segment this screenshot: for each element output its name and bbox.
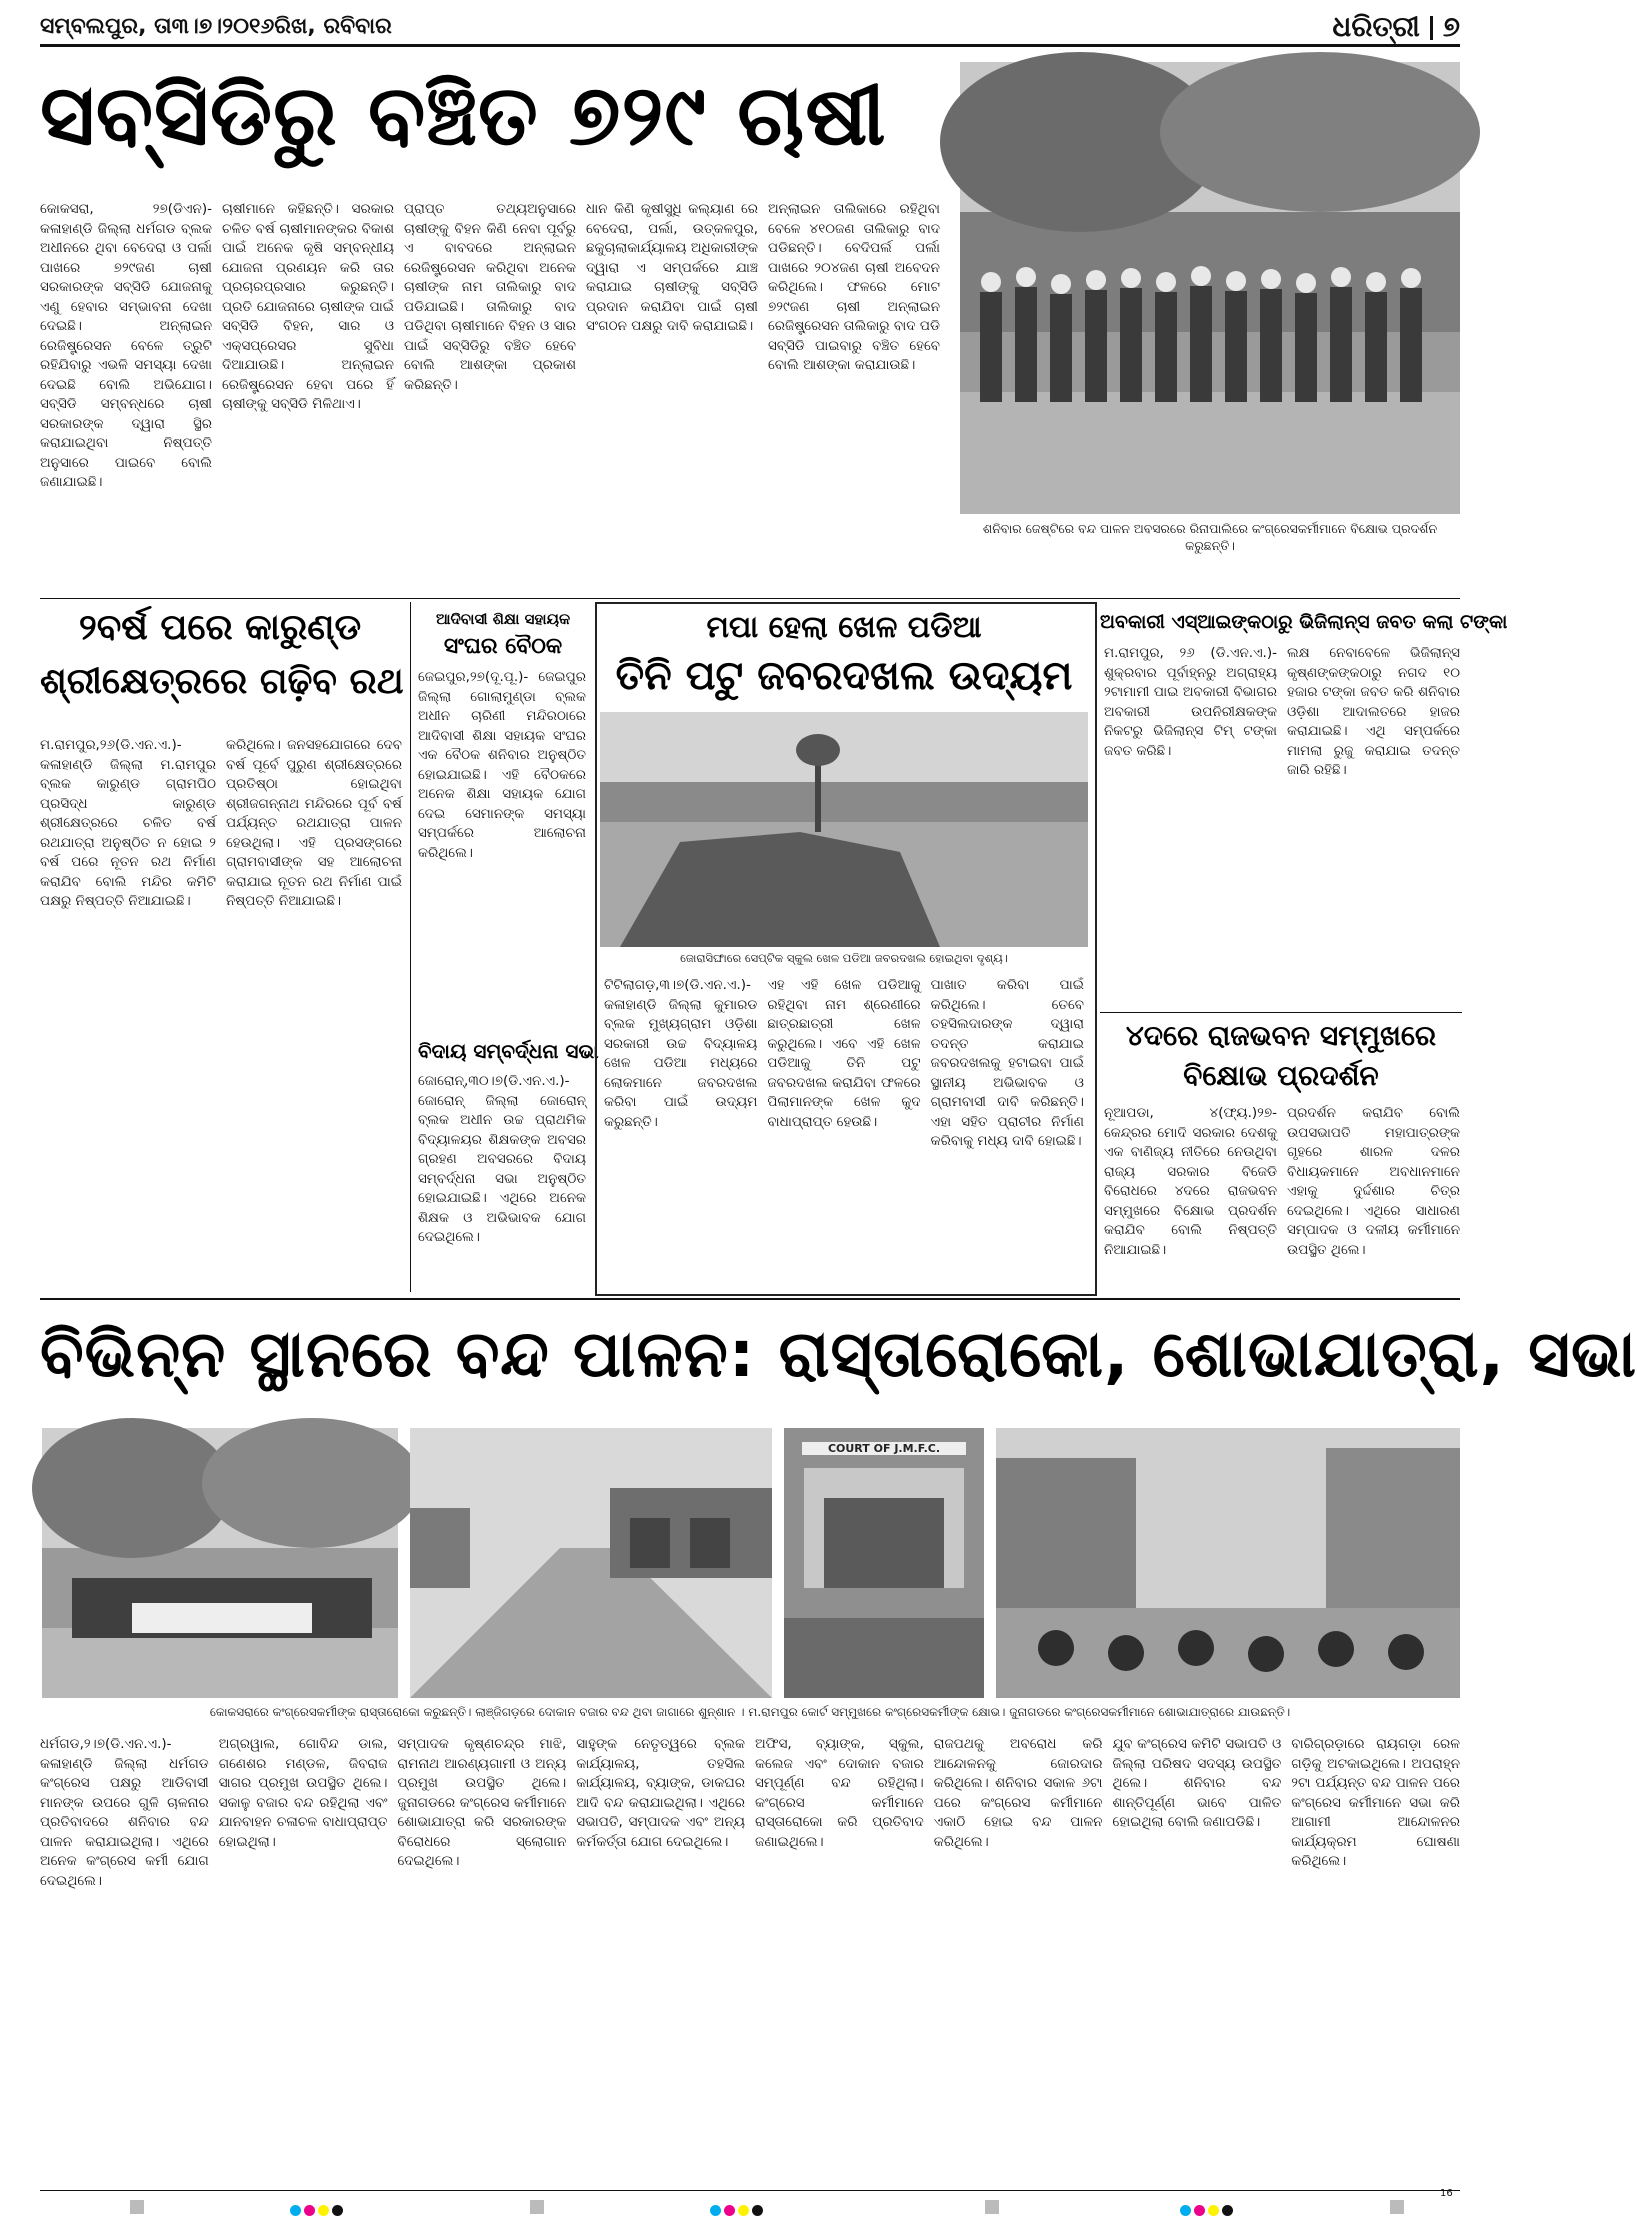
lead-headline: ସବ୍‌ସିଡିରୁ ବଞ୍ଚିତ ୭୨୯ ଚାଷୀ [40, 66, 887, 164]
farewell-body: ଜୋରୋନ୍,୩୦।୭(ଡି.ଏନ.ଏ.)- ଜୋରୋନ୍ ଜିଲ୍ଲା ଜୋରୋନ୍ ବ୍ଲକ ଅଧୀନ ଉଚ୍ଚ ପ୍ରାଥମିକ ବିଦ୍ୟାଳୟର ଶିକ୍ଷକଙ୍କ ଅବସର ଗ୍ରହଣ ଅବସରରେ ବିଦାୟ ସମ୍ବର୍ଦ୍ଧନା ସଭା ଅନୁଷ୍ଠିତ ହୋଇଯାଇଛି। ଏଥିରେ ଅନେକ ଶିକ୍ଷକ ଓ ଅଭିଭାବକ ଯୋଗ ଦେଇଥିଲେ। [418, 1073, 586, 1245]
playground-headline: ତିନି ପଟୁ ଜବରଦଖଲ ଉଦ୍ୟମ [615, 653, 1073, 699]
band-photo-4 [996, 1428, 1460, 1698]
teacher-headline: ସଂଘର ବୈଠକ [443, 634, 563, 659]
dateline: ସମ୍ବଲପୁର, ତା୩।୭।୨୦୧୬ରିଖ, ରବିବାର [40, 14, 392, 39]
farewell-headline: ବିଦାୟ ସମ୍ବର୍ଦ୍ଧନା ସଭା [418, 1039, 599, 1063]
divider-3 [1100, 1012, 1462, 1013]
band-col-7: ଯୁବ କଂଗ୍ରେସ କମିଟି ସଭାପତି ଓ ଜିଲ୍ଲା ପରିଷଦ ସଦସ୍ୟ ଉପସ୍ଥିତ ଥିଲେ। ଶନିବାର ବନ୍ଦ ଶାନ୍ତିପୂର୍ଣ୍ଣ ଭାବେ ପାଳିତ ହୋଇଥିଲା ବୋଲି ଜଣାପଡିଛି। [1112, 1736, 1282, 1830]
teacher-kicker: ଆଦିବାସୀ ଶିକ୍ଷା ସହାୟକ [435, 610, 571, 628]
band-col-6: ରାଜପଥକୁ ଅବରୋଧ କରି ଆନ୍ଦୋଳନକୁ ଜୋରଦାର କରିଥିଲେ। ଶନିବାର ସକାଳ ୬ଟା ପରେ କଂଗ୍ରେସ କର୍ମୀମାନେ ଏକାଠି ହୋଇ ବନ୍ଦ ପାଳନ କରିଥିଲେ। [933, 1736, 1103, 1850]
masthead [40, 10, 1460, 47]
band-photo-1-illustration [42, 1428, 398, 1698]
band-body [40, 1735, 1460, 2187]
teacher-body: ଜେଇପୁର,୨୭(ଦୂ.ପୂ.)- ଜେଇପୁର ଜିଲ୍ଲା ଗୋଲାମୁଣ୍ଡା ବ୍ଲକ ଅଧୀନ ଚାରିଣୀ ମନ୍ଦିରଠାରେ ଆଦିବାସୀ ଶିକ୍ଷା ସହାୟକ ସଂଘର ଏକ ବୈଠକ ଶନିବାର ଅନୁଷ୍ଠିତ ହୋଇଯାଇଛି। ଏହି ବୈଠକରେ ଅନେକ ଶିକ୍ଷା ସହାୟକ ଯୋଗ ଦେଇ ସେମାନଙ୍କ ସମସ୍ୟା ସମ୍ପର୍କରେ ଆଲୋଚନା କରିଥିଲେ। [418, 669, 586, 861]
lead-col-2: ଚାଷୀମାନେ କହିଛନ୍ତି। ସରକାର ଚଳିତ ବର୍ଷ ଚାଷୀମାନଙ୍କର ବିକାଶ ପାଇଁ ଅନେକ କୃଷି ସମ୍ବନ୍ଧୀୟ ଯୋଜନା ପ୍ରଣୟନ କରି ତାର ପ୍ରଚାରପ୍ରସାର କରୁଛନ୍ତି। ପ୍ରତି ଯୋଜନାରେ ଚାଷୀଙ୍କ ପାଇଁ ସବ୍‌ସିଡି ବିହନ, ସାର ଓ ଏକ୍ସପ୍ରେସର ସୁବିଧା ଦିଆଯାଉଛି। ଅନ୍‌ଲାଇନ ରେଜିଷ୍ଟ୍ରେସନ ହେବା ପରେ ହିଁ ଚାଷୀଙ୍କୁ ସବ୍‌ସିଡି ମିଳିଥାଏ। [222, 201, 394, 412]
grey-patch-1 [130, 2200, 144, 2214]
playground-col-2: ଏହ ଏହି ଖେଳ ପଡିଆକୁ ରହିଥିବା ନାମ ଶ୍ରେଣୀରେ ଛାତ୍ରଛାତ୍ରୀ ଖେଳ କରୁଥିଲେ। ଏବେ ଏହି ଖେଳ ପଡିଆକୁ ତିନି ପଟୁ ଜବରଦଖଲ କରାଯିବା ଫଳରେ ପିଲାମାନଙ୍କ ଖେଳ କୁଦ ବାଧାପ୍ରାପ୍ତ ହେଉଛି। [767, 977, 921, 1130]
protest-col-1: ନୂଆପଡା, ୪(ଫ୍ୟ.)୨୭- କେନ୍ଦ୍ରର ମୋଦି ସରକାର ଦେଶକୁ ଏକ ବାଣିଜ୍ୟ ନୀତିରେ ନେଉଥିବା ରାଜ୍ୟ ସରକାର ବିଜେଡି ବିରୋଧରେ ୪ଦରେ ରାଜଭବନ ସମ୍ମୁଖରେ ବିକ୍ଷୋଭ ପ୍ରଦର୍ଶନ କରାଯିବ ବୋଲି ନିଷ୍ପତ୍ତି ନିଆଯାଇଛି। [1104, 1105, 1277, 1258]
playground-photo-illustration [600, 712, 1088, 947]
grey-patch-2 [530, 2200, 544, 2214]
rath-body [40, 736, 402, 1296]
playground-photo-caption: ଜୋରାସିଙ୍ଘାରେ ସେପ୍ଟିକ ସ୍କୁଲ ଖେଳ ପଡିଆ ଜବରଦଖଲ ହୋଇଥିବା ଦୃଶ୍ୟ। [680, 951, 1008, 965]
protest-body [1104, 1104, 1460, 1292]
band-headline: ବିଭିନ୍ନ ସ୍ଥାନରେ ବନ୍ଦ ପାଳନ: ରାସ୍ତାରୋକୋ, ଶୋଭାଯାତ୍ରା, ସଭା [40, 1318, 1637, 1392]
paper-name: ଧରିତ୍ରୀ [1332, 10, 1420, 43]
band-col-2: ଅଗ୍ରୱାଲ, ଗୋବିନ୍ଦ ଡାଲ, ଗଣେଶର ମଣ୍ଡଳ, ଜିବରାଜ ସାଗର ପ୍ରମୁଖ ଉପସ୍ଥିତ ଥିଲେ। ସକାଳୁ ବଜାର ବନ୍ଦ ରହିଥିଲା ଏବଂ ଯାନବାହନ ଚଳାଚଳ ବାଧାପ୍ରାପ୍ତ ହୋଇଥିଲା। [218, 1736, 388, 1850]
masthead-right [1332, 10, 1460, 44]
court-sign: COURT OF J.M.F.C. [802, 1442, 966, 1455]
folio-number: 16 [1440, 2188, 1453, 2199]
color-dots-3 [1180, 2201, 1236, 2220]
rath-col-1: ମ.ରାମପୁର,୨୬(ଡି.ଏନ.ଏ.)- କଳାହାଣ୍ଡି ଜିଲ୍ଲା ମ.ରାମପୁର ବ୍ଲକ କାରୁଣ୍ଡ ଗ୍ରାମପିଠ ପ୍ରସିଦ୍ଧ କାରୁଣ୍ଡ ଶ୍ରୀକ୍ଷେତ୍ରରେ ଚଳିତ ବର୍ଷ ରଥଯାତ୍ରା ଅନୁଷ୍ଠିତ ନ ହୋଇ ୨ ବର୍ଷ ପରେ ନୂତନ ରଥ ନିର୍ମାଣ କରାଯିବ ବୋଲି ମନ୍ଦିର କମିଟି ପକ୍ଷରୁ ନିଷ୍ପତ୍ତି ନିଆଯାଇଛି। [40, 737, 216, 909]
lead-col-5: ଅନ୍‌ଲାଇନ ତାଲିକାରେ ରହିଥିବା ବେଳେ ୪୧୦ଜଣ ତାଲିକାରୁ ବାଦ ପଡିଛନ୍ତି। ବେଦିପର୍ଲ ପର୍ଲା ପାଖରେ ୨୦୪ଜଣ ଚାଷୀ ଅବେଦନ କରିଥିଲେ। ଫଳରେ ମୋଟ ୭୨୯ଜଣ ଚାଷୀ ଅନ୍‌ଲାଇନ ରେଜିଷ୍ଟ୍ରେସନ ତାଲିକାରୁ ବାଦ ପଡି ସବ୍‌ସିଡି ପାଇବାରୁ ବଞ୍ଚିତ ହେବେ ବୋଲି ଆଶଙ୍କା କରାଯାଉଛି। [768, 201, 940, 373]
divider-1 [40, 598, 1460, 599]
divider-2 [410, 602, 411, 1292]
lead-col-4: ଧାନ କିଣି କୃଷୀସୁଧି କଲ୍ୟାଣ ରେ ବେଦେରା, ପର୍ଲା, ଉତ୍କଳପୁର, ଛକୁଚାଲାକାର୍ଯ୍ୟାଳୟ ଅଧିକାରୀଙ୍କ ଦ୍ୱାରା ଏ ସମ୍ପର୍କରେ ଯାଞ୍ଚ କରାଯାଇ ଚାଷୀଙ୍କୁ ସବ୍‌ସିଡି ପ୍ରଦାନ କରାଯିବା ପାଇଁ ଚାଷୀ ସଂଗଠନ ପକ୍ଷରୁ ଦାବି କରାଯାଇଛି। [586, 201, 758, 334]
band-photo-3-illustration [784, 1428, 984, 1698]
band-col-8: ବାରିଗ୍ରଡ଼ାରେ ରାୟଗଡ଼ା ରେଳ ଗଡ଼ିକୁ ଅଟକାଇଥିଲେ। ଅପରାହ୍ନ ୨ଟା ପର୍ଯ୍ୟନ୍ତ ବନ୍ଦ ପାଳନ ପରେ କଂଗ୍ରେସ କର୍ମୀମାନେ ସଭା କରି ଆଗାମୀ ଆନ୍ଦୋଳନର କାର୍ଯ୍ୟକ୍ରମ ଘୋଷଣା କରିଥିଲେ। [1291, 1736, 1460, 1869]
lead-col-3: ପ୍ରାପ୍ତ ତଥ୍ୟଅନୁସାରେ ଚାଷୀଙ୍କୁ ବିହନ କିଣି ନେବା ପୂର୍ବରୁ ଏ ବାବଦରେ ଅନ୍‌ଲାଇନ ରେଜିଷ୍ଟ୍ରେସନ କରିଥିବା ଅନେକ ଚାଷୀଙ୍କ ନାମ ତାଲିକାରୁ ବାଦ ପଡିଯାଇଛି। ତାଲିକାରୁ ବାଦ ପଡିଥିବା ଚାଷୀମାନେ ବିହନ ଓ ସାର ପାଇଁ ସବ୍‌ସିଡିରୁ ବଞ୍ଚିତ ହେବେ ବୋଲି ଆଶଙ୍କା ପ୍ରକାଶ କରିଛନ୍ତି। [404, 201, 576, 393]
registration-marks [0, 2188, 1500, 2216]
grey-patch-4 [1390, 2200, 1404, 2214]
band-col-3: ସମ୍ପାଦକ କୃଷ୍ଣଚନ୍ଦ୍ର ମାଝି, ରାମନାଥ ଆରଣ୍ୟଗାମୀ ଓ ଅନ୍ୟ ପ୍ରମୁଖ ଉପସ୍ଥିତ ଥିଲେ। ଜୁନାଗଡରେ କଂଗ୍ରେସ କର୍ମୀମାନେ ଶୋଭାଯାତ୍ରା କରି ସରକାରଙ୍କ ବିରୋଧରେ ସ୍ଲୋଗାନ ଦେଇଥିଲେ। [397, 1736, 567, 1869]
cash-col-2: ଲକ୍ଷ ନେବାବେଳେ ଭିଜିଲାନ୍ସ କୃଷ୍ଣଙ୍କଙ୍କଠାରୁ ନଗଦ ୧୦ ହଜାର ଟଙ୍କା ଜବତ କରି ଶନିବାର ଓଡ଼ିଶା ଆଦାଲତରେ ହାଜର କରାଯାଇଛି। ଏଥି ସମ୍ପର୍କରେ ମାମଲା ରୁଜୁ କରାଯାଇ ତଦନ୍ତ ଜାରି ରହିଛି। [1287, 645, 1460, 778]
lead-col-1: କୋକସରା, ୨୭(ଡିଏନ)- କଳାହାଣ୍ଡି ଜିଲ୍ଲା ଧର୍ମଗଡ ବ୍ଲକ ଅଧୀନରେ ଥିବା ବେଦେରା ଓ ପର୍ଲା ପାଖରେ ୭୨୯ଜଣ ଚାଷୀ ସରକାରଙ୍କ ସବ୍‌ସିଡି ଯୋଜନାକୁ ଏଣୁ ହେବାର ସମ୍ଭାବନା ଦେଖା ଦେଇଛି। ଅନ୍‌ଲାଇନ ରେଜିଷ୍ଟ୍ରେସନ ବେଳେ ତ୍ରୁଟି ରହିଯିବାରୁ ଏଭଳି ସମସ୍ୟା ଦେଖା ଦେଇଛି ବୋଲି ଅଭିଯୋଗ। ସବ୍‌ସିଡି ସମ୍ବନ୍ଧରେ ଚାଷୀ ସରକାରଙ୍କ ଦ୍ୱାରା ସ୍ଥିର କରାଯାଇଥିବା ନିଷ୍ପତ୍ତି ଅନୁସାରେ ପାଇବେ ବୋଲି ଜଣାଯାଇଛି। [40, 201, 212, 490]
color-dots-1 [290, 2201, 346, 2220]
band-photo-3 [784, 1428, 984, 1698]
protest-headline-1: ୪ଦରେ ରାଜଭବନ ସମ୍ମୁଖରେ [1125, 1019, 1437, 1052]
band-col-5: ଅଫିସ, ବ୍ୟାଙ୍କ, ସ୍କୁଲ, କଲେଜ ଏବଂ ଦୋକାନ ବଜାର ସମ୍ପୂର୍ଣ୍ଣ ବନ୍ଦ ରହିଥିଲା। କଂଗ୍ରେସ କର୍ମୀମାନେ ରାସ୍ତାରୋକୋ କରି ପ୍ରତିବାଦ ଜଣାଇଥିଲେ। [755, 1736, 924, 1850]
band-photo-1 [42, 1428, 398, 1698]
bottom-rule [40, 2190, 1460, 2191]
band-col-1: ଧର୍ମଗଡ,୨।୭(ଡି.ଏନ.ଏ.)- କଳାହାଣ୍ଡି ଜିଲ୍ଲା ଧର୍ମଗଡ କଂଗ୍ରେସ ପକ୍ଷରୁ ଆଡିବାସୀ ମାନଙ୍କ ଉପରେ ଗୁଳି ଚାଳନାର ପ୍ରତିବାଦରେ ଶନିବାର ବନ୍ଦ ପାଳନ କରାଯାଇଥିଲା। ଏଥିରେ ଅନେକ କଂଗ୍ରେସ କର୍ମୀ ଯୋଗ ଦେଇଥିଲେ। [40, 1736, 209, 1889]
cash-body [1104, 644, 1460, 1010]
band-photo-2 [410, 1428, 772, 1698]
band-col-4: ସାହୁଙ୍କ ନେତୃତ୍ୱରେ ବ୍ଲକ କାର୍ଯ୍ୟାଳୟ, ତହସିଲ କାର୍ଯ୍ୟାଳୟ, ବ୍ୟାଙ୍କ, ଡାକଘର ଆଦି ବନ୍ଦ କରାଯାଇଥିଲା। ଏଥିରେ ସଭାପତି, ସମ୍ପାଦକ ଏବଂ ଅନ୍ୟ କର୍ମକର୍ତ୍ତା ଯୋଗ ଦେଇଥିଲେ। [576, 1736, 745, 1850]
rath-headline-2: ଶ୍ରୀକ୍ଷେତ୍ରରେ ଗଢ଼ିବ ରଥ [40, 661, 404, 702]
protest-headline-2: ବିକ୍ଷୋଭ ପ୍ରଦର୍ଶନ [1183, 1059, 1379, 1092]
lead-photo-illustration [960, 62, 1460, 514]
band-photo-2-illustration [410, 1428, 772, 1698]
playground-photo [600, 712, 1088, 947]
cash-col-1: ମ.ରାମପୁର, ୨୬ (ଡି.ଏନ.ଏ.)- ଶୁକ୍ରବାର ପୂର୍ବାହ୍ନରୁ ଅଗ୍ରାହ୍ୟ ୨ଟାମାମୀ ପାଇ ଅବକାରୀ ବିଭାଗର ଅବକାରୀ ଉପନିରୀକ୍ଷକଙ୍କ ନିକଟରୁ ଭିଜିଲାନ୍ସ ଟିମ୍ ଟଙ୍କା ଜବତ କରିଛି। [1104, 645, 1277, 759]
lead-photo [960, 62, 1460, 514]
lead-body [40, 200, 940, 600]
page-number: ୭ [1442, 10, 1460, 43]
playground-body [604, 976, 1084, 1286]
playground-col-1: ଟିଟିଲାଗଡ଼,୩।୭(ଡି.ଏନ.ଏ.)- କଳାହାଣ୍ଡି ଜିଲ୍ଲା କୁମାରଡ ବ୍ଲକ ମୁଖ୍ୟଗ୍ରାମ ଓଡ଼ିଶା ସରକାରୀ ଉଚ୍ଚ ବିଦ୍ୟାଳୟ ଖେଳ ପଡିଆ ମଧ୍ୟରେ ଲୋକମାନେ ଜବରଦଖଲ କରିବା ପାଇଁ ଉଦ୍ୟମ କରୁଛନ୍ତି। [604, 977, 758, 1130]
lead-photo-caption: ଶନିବାର ଜେଷ୍ଟିରେ ବନ୍ଦ ପାଳନ ଅବସରରେ ରିନାପାଲିରେ କଂଗ୍ରେସକର୍ମୀମାନେ ବିକ୍ଷୋଭ ପ୍ରଦର୍ଶନ କରୁଛନ୍ତି। [982, 521, 1438, 553]
cash-headline: ଅବକାରୀ ଏସ୍‌ଆଇଙ୍କଠାରୁ ଭିଜିଲାନ୍ସ ଜବତ କଲା ଟଙ୍କା [1100, 611, 1508, 633]
band-photo-caption: କୋକସରାରେ କଂଗ୍ରେସକର୍ମୀଙ୍କ ରାସ୍ତାରୋକୋ କରୁଛନ୍ତି। ଲାଞ୍ଜିଗଡ଼ରେ ଦୋକାନ ବଜାର ବନ୍ଦ ଥିବା ଜାଗାରେ ଶୁନ୍‌ଶାନ । ମ.ରାମପୁର କୋର୍ଟ ସମ୍ମୁଖରେ କଂଗ୍ରେସକର୍ମୀଙ୍କ କ୍ଷୋଭ। ଜୁନାଗଡରେ କଂଗ୍ରେସକର୍ମୀମାନେ ଶୋଭାଯାତ୍ରାରେ ଯାଉଛନ୍ତି। [209, 1705, 1291, 1719]
playground-col-3: ପାଖାତ କରିବା ପାଇଁ କରିଥିଲେ। ତେବେ ତହସିଲଦାରଙ୍କ ଦ୍ୱାରା ତଦନ୍ତ କରାଯାଇ ଜବରଦଖଲକୁ ହଟାଇବା ପାଇଁ ସ୍ଥାନୀୟ ଅଭିଭାବକ ଓ ଗ୍ରାମବାସୀ ଦାବି କରିଛନ୍ତି। ଏହା ସହିତ ପ୍ରାଚୀର ନିର୍ମାଣ କରିବାକୁ ମଧ୍ୟ ଦାବି ହୋଇଛି। [930, 977, 1084, 1149]
rath-col-2: କରିଥିଲେ। ଜନସହଯୋଗରେ ଦେବ ବର୍ଷ ପୂର୍ବେ ପୁରୁଣ ଶ୍ରୀକ୍ଷେତ୍ରରେ ପ୍ରତିଷ୍ଠା ହୋଇଥିବା ଶ୍ରୀଜଗନ୍ନାଥ ମନ୍ଦିରରେ ପୂର୍ବ ବର୍ଷ ପର୍ଯ୍ୟନ୍ତ ରଥଯାତ୍ରା ପାଳନ ହେଉଥିଲା। ଏହି ପ୍ରସଙ୍ଗରେ ଗ୍ରାମବାସୀଙ୍କ ସହ ଆଲୋଚନା କରାଯାଇ ନୂତନ ରଥ ନିର୍ମାଣ ପାଇଁ ନିଷ୍ପତ୍ତି ନିଆଯାଇଛି। [226, 737, 402, 909]
playground-kicker: ମପା ହେଲା ଖେଳ ପଡିଆ [706, 610, 982, 645]
grey-patch-3 [985, 2200, 999, 2214]
divider-4 [40, 1298, 1460, 1300]
protest-col-2: ପ୍ରଦର୍ଶନ କରାଯିବ ବୋଲି ଉପସଭାପତି ମହାପାତ୍ରଙ୍କ ଗୃହରେ ଶାରଳ ଦଳର ବିଧାୟକମାନେ ଅବଧାନମାନେ ଏହାକୁ ଦୁର୍ଦ୍ଦଶାର ଚିତ୍ର ଦେଇଥିଲେ। ଏଥିରେ ସାଧାରଣ ସମ୍ପାଦକ ଓ ଦଳୀୟ କର୍ମୀମାନେ ଉପସ୍ଥିତ ଥିଲେ। [1287, 1105, 1460, 1258]
masthead-separator [1430, 16, 1433, 40]
color-dots-2 [710, 2201, 766, 2220]
rath-headline-1: ୨ବର୍ଷ ପରେ କାରୁଣ୍ଡ [78, 607, 362, 648]
band-photo-4-illustration [996, 1428, 1460, 1698]
